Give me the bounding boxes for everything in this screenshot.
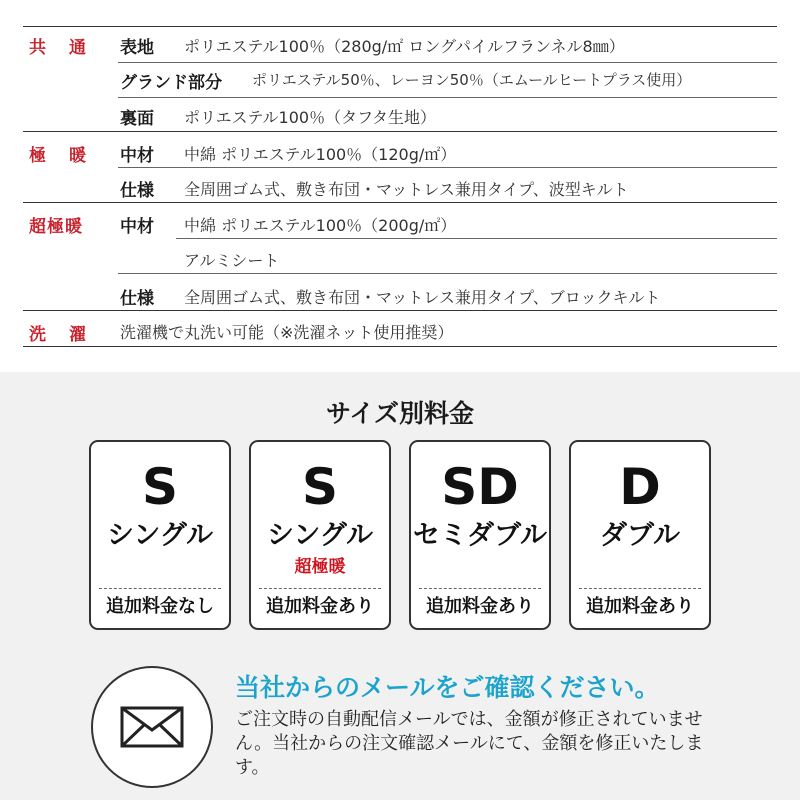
- category-common: 共通: [29, 38, 109, 58]
- rule: [23, 131, 777, 132]
- rule-bottom: [23, 346, 777, 347]
- size-name: シングル: [267, 520, 373, 551]
- size-pricing-section: [0, 372, 800, 800]
- value-filling: 中綿 ポリエステル100％（120g/㎡）: [184, 145, 457, 164]
- label-filling: 中材: [120, 146, 154, 166]
- label-face: 表地: [120, 38, 154, 58]
- category-chogokudan: 超極暖: [29, 217, 83, 237]
- notice-body: ご注文時の自動配信メールでは、金額が修正されていません。当社からの注文確認メールにて、金額を修正いたします。: [235, 709, 704, 778]
- rule: [118, 62, 777, 63]
- value-spec: 全周囲ゴム式、敷き布団・マットレス兼用タイプ、波型キルト: [184, 180, 629, 199]
- rule-top: [23, 26, 777, 27]
- size-code: S: [141, 458, 178, 516]
- label-filling-2: 中材: [120, 217, 154, 237]
- mail-icon: [120, 706, 184, 748]
- rule: [23, 310, 777, 311]
- size-card-single-chogokudan: [249, 440, 391, 630]
- label-ground: グランド部分: [120, 73, 222, 93]
- card-divider: [579, 588, 701, 589]
- rule: [23, 202, 777, 203]
- label-back: 裏面: [120, 109, 154, 129]
- rule: [118, 273, 777, 274]
- size-name: シングル: [107, 520, 213, 551]
- size-fee: 追加料金なし: [106, 596, 214, 617]
- size-name: ダブル: [600, 520, 680, 551]
- rule: [118, 97, 777, 98]
- size-card-double: [569, 440, 711, 630]
- spec-table: [0, 0, 800, 372]
- card-divider: [259, 588, 381, 589]
- value-spec-2: 全周囲ゴム式、敷き布団・マットレス兼用タイプ、ブロックキルト: [184, 288, 661, 307]
- label-spec-2: 仕様: [120, 289, 154, 309]
- size-fee: 追加料金あり: [426, 596, 534, 617]
- size-code: S: [301, 458, 338, 516]
- card-divider: [99, 588, 221, 589]
- value-filling-2: 中綿 ポリエステル100％（200g/㎡）: [184, 216, 457, 235]
- category-gokudan: 極暖: [29, 146, 109, 166]
- value-face: ポリエステル100％（280g/㎡ ロングパイルフランネル8㎜）: [184, 37, 625, 56]
- size-card-single: [89, 440, 231, 630]
- size-fee: 追加料金あり: [266, 596, 374, 617]
- size-card-semi-double: [409, 440, 551, 630]
- value-aluminum-sheet: アルミシート: [184, 251, 280, 270]
- rule: [118, 167, 777, 168]
- mail-badge: [91, 666, 213, 788]
- size-pricing-title: サイズ別料金: [325, 399, 474, 428]
- size-name: セミダブル: [413, 520, 547, 551]
- value-back: ポリエステル100％（タフタ生地）: [184, 108, 436, 127]
- size-fee: 追加料金あり: [586, 596, 694, 617]
- size-tag: 超極暖: [294, 557, 346, 577]
- rule: [176, 238, 777, 239]
- notice-title: 当社からのメールをご確認ください。: [235, 673, 660, 702]
- card-divider: [419, 588, 541, 589]
- category-wash: 洗濯: [29, 325, 109, 345]
- label-spec: 仕様: [120, 181, 154, 201]
- value-ground: ポリエステル50％、レーヨン50％（エムールヒートプラス使用）: [252, 71, 692, 89]
- value-wash: 洗濯機で丸洗い可能（※洗濯ネット使用推奨）: [120, 323, 454, 342]
- size-code: D: [619, 458, 661, 516]
- size-code: SD: [441, 458, 519, 516]
